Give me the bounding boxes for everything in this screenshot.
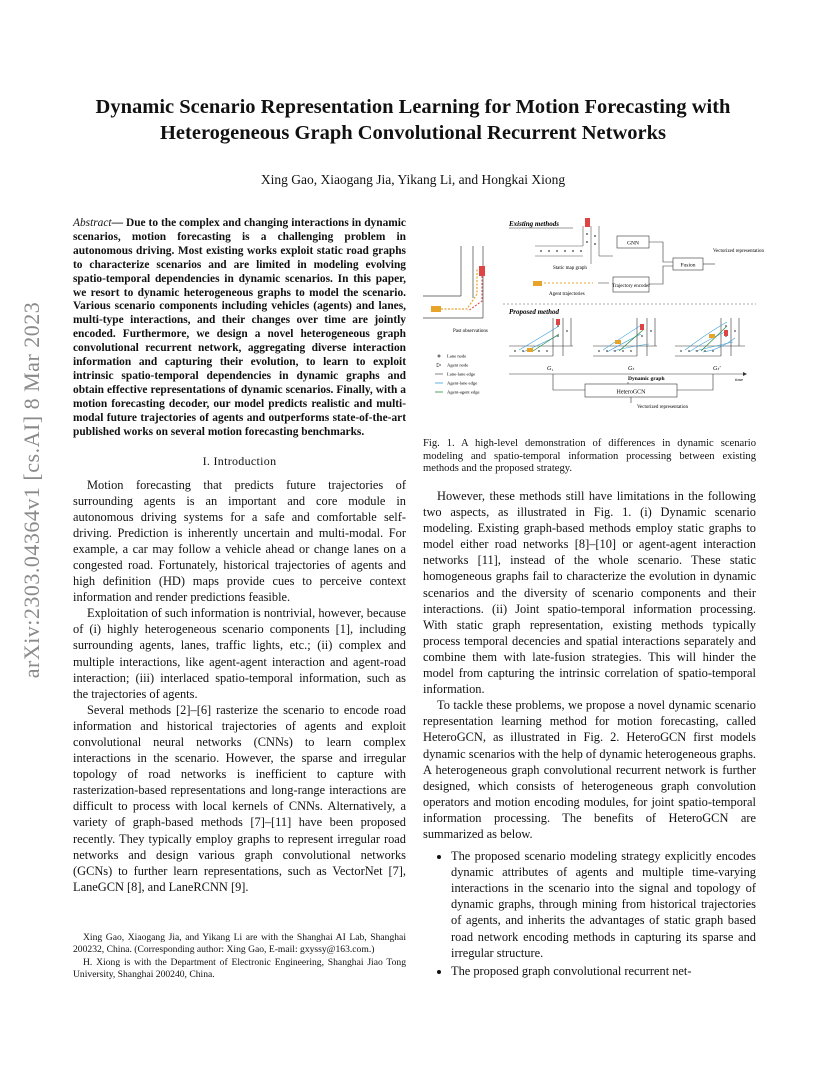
footnotes xyxy=(73,932,406,982)
vectorized-representation-label: Vectorized representation xyxy=(713,249,764,254)
section-heading-introduction: I. Introduction xyxy=(202,453,277,468)
figure-1-caption: Fig. 1. A high-level demonstration of differences in dynamic scenario modeling and spatio-temporal information processing between existing methods and the proposed strategy. xyxy=(423,438,756,475)
contribution-item: • The proposed scenario modeling strategy explicitly encodes dynamic attributes of agents and multiple time-varying interactions in the scenario into the signal and topology of dynamic graphs, through mining from historical trajectories of agents, and inherits the advantages of static graph based road network encoding methods in capturing its sparse and irregular structure. xyxy=(451,848,756,961)
figure-1-diagram xyxy=(423,206,764,434)
abstract-text: — Due to the complex and changing interactions in dynamic scenarios, motion forecasting is a challenging problem in autonomous driving. Most existing works exploit static road graphs to characterize scenarios and are limited in modeling evolving spatio-temporal dependencies in dynamic scenarios. In this paper, we resort to dynamic heterogeneous graphs to model the scenario. Various scenario components including vehicles (agents) and lanes, multi-type interactions, and their changes over time are jointly encoded. Furthermore, we design a novel heterogeneous graph convolutional recurrent network, aggregating diverse interaction information and capturing their evolution, to learn to exploit intrinsic spatio-temporal dependencies in dynamic graphs and obtain effective representations of dynamic scenarios. Finally, with a motion forecasting decoder, our model predicts realistic and multi-modal future trajectories of agents and outperforms state-of-the-art published works on several motion forecasting benchmarks. xyxy=(73,217,406,438)
car-icon xyxy=(585,218,590,227)
gnn-label: GNN xyxy=(627,240,639,247)
time-axis-label: time xyxy=(735,377,743,382)
existing-methods-label: Existing methods xyxy=(509,220,559,228)
past-observations-label: Past observations xyxy=(453,329,488,334)
abstract xyxy=(73,217,406,440)
figure-legend xyxy=(435,354,480,395)
footnote-affiliation-1: Xing Gao, Xiaogang Jia, and Yikang Li are with the Shanghai AI Lab, Shanghai 200232, China. (Corresponding author: Xing Gao, E-mail: gxyssy@163.com.) xyxy=(73,932,406,955)
agent-trajectories-label: Agent trajectories xyxy=(549,292,585,297)
heterogcn-label: HeteroGCN xyxy=(616,389,646,396)
right-column-text xyxy=(423,488,756,981)
static-map-road xyxy=(535,226,613,264)
paper-title: Dynamic Scenario Representation Learning for Motion Forecasting with Heterogeneous Graph Convolutional Recurrent Networks xyxy=(95,96,731,144)
left-column xyxy=(73,217,406,895)
abstract-label: Abstract xyxy=(73,217,112,229)
graph-label-gt: Gₜ xyxy=(628,366,635,372)
fusion-label: Fusion xyxy=(680,262,696,269)
dynamic-graph-snapshots xyxy=(509,318,745,356)
body-paragraph: To tackle these problems, we propose a novel dynamic scenario representation learning method for motion forecasting, called HeteroGCN, as illustrated in Fig. 2. HeteroGCN first models dynamic scenarios with the help of dynamic heterogeneous graphs. A heterogeneous graph convolutional recurrent network is further designed, which consists of heterogeneous graph convolution operators and motion encoding modules, for joint spatio-temporal information processing. The benefits of HeteroGCN are summarized as below. xyxy=(423,698,756,841)
arxiv-identifier xyxy=(12,300,52,680)
contributions-list xyxy=(423,848,756,979)
other-car-icon xyxy=(479,266,485,276)
body-paragraph: However, these methods still have limitations in the following two aspects, as illustrated in Fig. 1. (i) Dynamic scenario modeling. Existing graph-based methods employ static graphs to model either road networks [8]–[10] or agent-agent interaction networks [11], instead of the whole scenario. These static homogeneous graphs fail to characterize the evolution in dynamic scenarios and the diversity of scenario components and their interactions. (ii) Joint spatio-temporal information processing. With static graph representation, existing methods typically process temporal decencies and spatial interactions separately and combine them with late-fusion strategies. This will hinder the model from capturing the intrinsic correlation of spatio-temporal information. xyxy=(423,489,756,697)
intro-paragraph: Several methods [2]–[6] rasterize the scenario to encode road information and historical trajectories of agents and exploit convolutional neural networks (CNNs) to learn complex interactions in the scenario. However, the sparse and irregular topology of road networks is inefficient to capture with rasterization-based representations and long-range interactions are difficult to process with local kernels of CNNs. Alternatively, a variety of graph-based methods [7]–[11] have been proposed recently. They typically employ graphs to represent irregular road networks and design various graph convolutional networks (GCNs) to further learn representations, such as VectorNet [7], LaneGCN [8], and LaneRCNN [9]. xyxy=(73,702,406,894)
dynamic-graph-label: Dynamic graph xyxy=(628,376,665,382)
trajectory-encoder-label: Trajectory encoder xyxy=(612,284,650,289)
graph-label-gT: Gₜ' xyxy=(713,366,721,372)
arxiv-id-text: arXiv:2303.04364v1 [cs.AI] 8 Mar 2023 xyxy=(19,301,44,679)
introduction-body xyxy=(73,477,406,895)
contribution-item: • The proposed graph convolutional recurrent net- xyxy=(451,963,756,979)
paper-authors: Xing Gao, Xiaogang Jia, Yikang Li, and Hongkai Xiong xyxy=(260,172,566,187)
legend-lane-node: Lane node xyxy=(447,353,467,359)
legend-agent-lane-edge: Agent-lane edge xyxy=(447,380,478,386)
intro-paragraph: Motion forecasting that predicts future trajectories of surrounding agents is an important and core module in autonomous driving systems for a safe and comfortable self-driving. Prediction is inherently uncertain and multi-modal. For example, a car may follow a vehicle ahead or change lanes on a congested road. Fortunately, historical trajectories of agents and high definition (HD) maps provide cues to perceive context information and render predictions feasible. xyxy=(73,477,406,605)
footnote-affiliation-2: H. Xiong is with the Department of Electronic Engineering, Shanghai Jiao Tong University, Shanghai 200240, China. xyxy=(73,957,406,980)
graph-label-g1: G₁ xyxy=(547,366,554,372)
ego-car-icon xyxy=(431,306,441,312)
legend-agent-agent-edge: Agent-agent edge xyxy=(447,389,480,395)
figure-1 xyxy=(423,206,764,434)
intro-paragraph: Exploitation of such information is nontrivial, however, because of (i) highly heterogeneous scenario components [1], including surrounding agents, lanes, traffic lights, etc.; (ii) complex and multiple interactions, like agent-agent interaction and agent-road interaction; (iii) interlaced spatio-temporal information, such as the trajectories of agents. xyxy=(73,606,406,701)
proposed-method-label: Proposed method xyxy=(509,308,559,316)
vectorized-representation-bottom-label: Vectorized representation xyxy=(637,405,688,410)
static-map-graph-label: Static map graph xyxy=(553,266,587,271)
legend-lane-lane-edge: Lane-lane edge xyxy=(447,371,476,377)
legend-agent-node: Agent node xyxy=(447,362,469,368)
agent-car-icon xyxy=(533,281,542,286)
right-column-figure xyxy=(423,206,764,476)
